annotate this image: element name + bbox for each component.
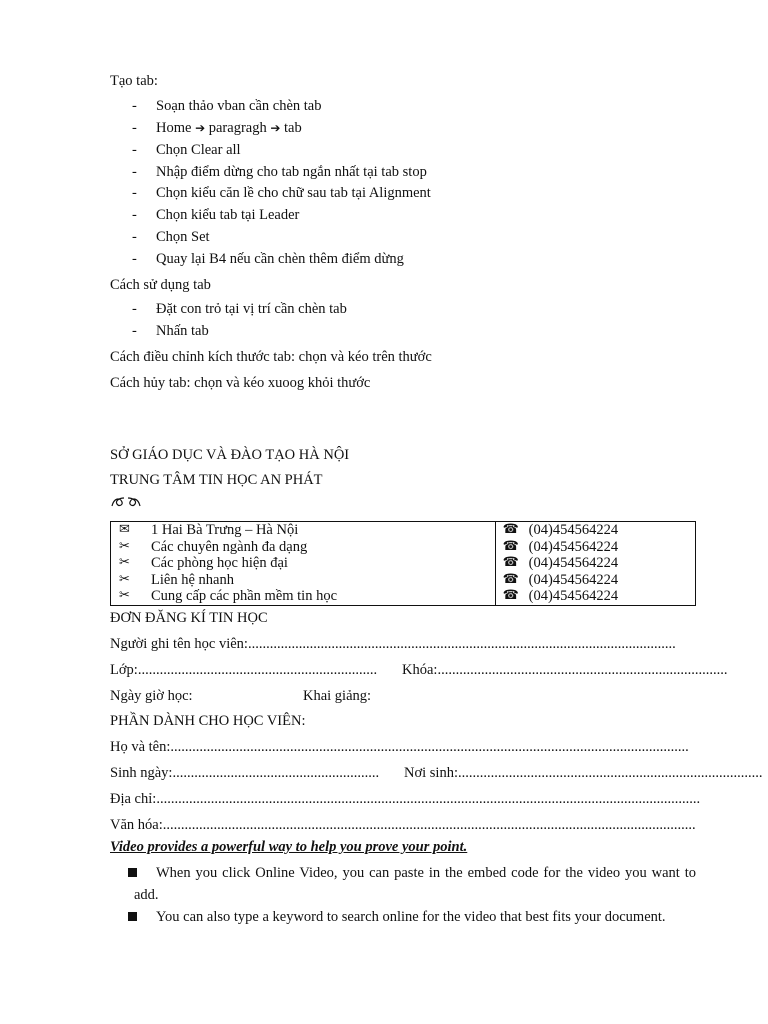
telephone-icon: ☎ (502, 555, 519, 570)
dotted-leader: ............................................................................................................................................... (170, 739, 689, 755)
scissors-icon: ✂ (119, 588, 130, 603)
square-bullet-icon (128, 868, 137, 877)
section-title-use-tab: Cách sử dụng tab (110, 277, 211, 293)
dotted-leader: .................................................................. (137, 662, 378, 678)
list-item: When you click Online Video, you can paste in the embed code for the video you want to add. (110, 862, 696, 906)
square-bullet-icon (128, 912, 137, 921)
delete-tab-line: Cách hủy tab: chọn và kéo xuoog khỏi thước (110, 375, 371, 391)
dotted-leader: ...................................................................................................................................................... (156, 791, 701, 807)
scissors-icon: ✂ (119, 538, 130, 554)
table-row: ☎ (04)454564224 (502, 538, 619, 555)
services-column (111, 522, 496, 606)
scissors-icon: ✂ (119, 555, 130, 570)
table-row: ☎ (04)454564224 (502, 555, 619, 571)
opening-field[interactable]: Khai giảng: (303, 688, 372, 704)
phones-column (495, 522, 695, 606)
dotted-leader: ................................................................................................................................................... (162, 817, 696, 833)
bullet-dash: - (132, 120, 137, 136)
envelope-icon: ✉ (119, 522, 130, 537)
arrow-right-icon: ➔ (270, 121, 281, 135)
table-row: ✉ 1 Hai Bà Trưng – Hà Nội (119, 522, 299, 538)
video-heading: Video provides a powerful way to help you prove your point. (110, 839, 468, 855)
bullet-dash: - (132, 98, 137, 114)
dotted-leader: ...................................................................................................................... (247, 636, 676, 652)
address-field[interactable]: Địa chỉ:...................................................................................................................................................... (110, 791, 701, 807)
adjust-tab-line: Cách điều chỉnh kích thước tab: chọn và kéo trên thước (110, 349, 432, 365)
form-title: ĐƠN ĐĂNG KÍ TIN HỌC (110, 610, 268, 626)
dotted-leader: ................................................................................ (437, 662, 728, 678)
telephone-icon: ☎ (502, 588, 519, 603)
dotted-leader: ......................................................... (172, 765, 380, 781)
telephone-icon: ☎ (502, 522, 519, 537)
table-row: ✂ Cung cấp các phần mềm tin học (119, 588, 338, 604)
bullet-dash: - (132, 185, 137, 201)
schedule-field[interactable]: Ngày giờ học: (110, 688, 193, 704)
dob-birthplace-row (110, 764, 763, 782)
ornament-icon (110, 494, 144, 510)
bullet-dash: - (132, 301, 137, 317)
bullet-dash: - (132, 229, 137, 245)
schedule-row (110, 687, 696, 705)
bullet-dash: - (132, 251, 137, 267)
table-row: ☎ (04)454564224 (502, 522, 619, 538)
bullet-dash: - (132, 164, 137, 180)
course-field[interactable]: Khóa:................................................................................ (402, 662, 728, 678)
section-title-create-tab: Tạo tab: (110, 73, 158, 89)
table-row: ☎ (04)454564224 (502, 588, 619, 604)
center-title: TRUNG TÂM TIN HỌC AN PHÁT (110, 472, 323, 488)
bullet-dash: - (132, 323, 137, 339)
scissors-icon: ✂ (119, 571, 130, 587)
table-row: ✂ Các phòng học hiện đại (119, 555, 288, 571)
fullname-field[interactable]: Họ và tên:............................................................................................................................................... (110, 739, 689, 755)
arrow-right-icon: ➔ (195, 121, 206, 135)
telephone-icon: ☎ (502, 571, 519, 587)
class-field[interactable]: Lớp:.................................................................. (110, 662, 378, 678)
education-field[interactable]: Văn hóa:................................................................................................................................................... (110, 817, 696, 833)
telephone-icon: ☎ (502, 538, 519, 554)
table-row: ☎ (04)454564224 (502, 571, 619, 588)
department-title: SỞ GIÁO DỤC VÀ ĐÀO TẠO HÀ NỘI (110, 447, 350, 463)
class-course-field-row (110, 661, 728, 679)
recorder-field[interactable]: Người ghi tên học viên:...................................................................................................................... (110, 636, 676, 652)
dob-field[interactable]: Sinh ngày:......................................................... (110, 765, 380, 781)
contact-info-table (110, 521, 696, 606)
table-row: ✂ Liên hệ nhanh (119, 571, 234, 588)
dotted-leader: .................................................................................... (458, 765, 763, 781)
student-section-title: PHẦN DÀNH CHO HỌC VIÊN: (110, 713, 306, 729)
ornament-icon (110, 494, 144, 515)
list-item: You can also type a keyword to search online for the video that best fits your document. (110, 906, 696, 928)
birthplace-field[interactable]: Nơi sinh:.................................................................................... (404, 765, 763, 781)
bullet-dash: - (132, 207, 137, 223)
table-row: ✂ Các chuyên ngành đa dạng (119, 538, 308, 555)
bullet-dash: - (132, 142, 137, 158)
